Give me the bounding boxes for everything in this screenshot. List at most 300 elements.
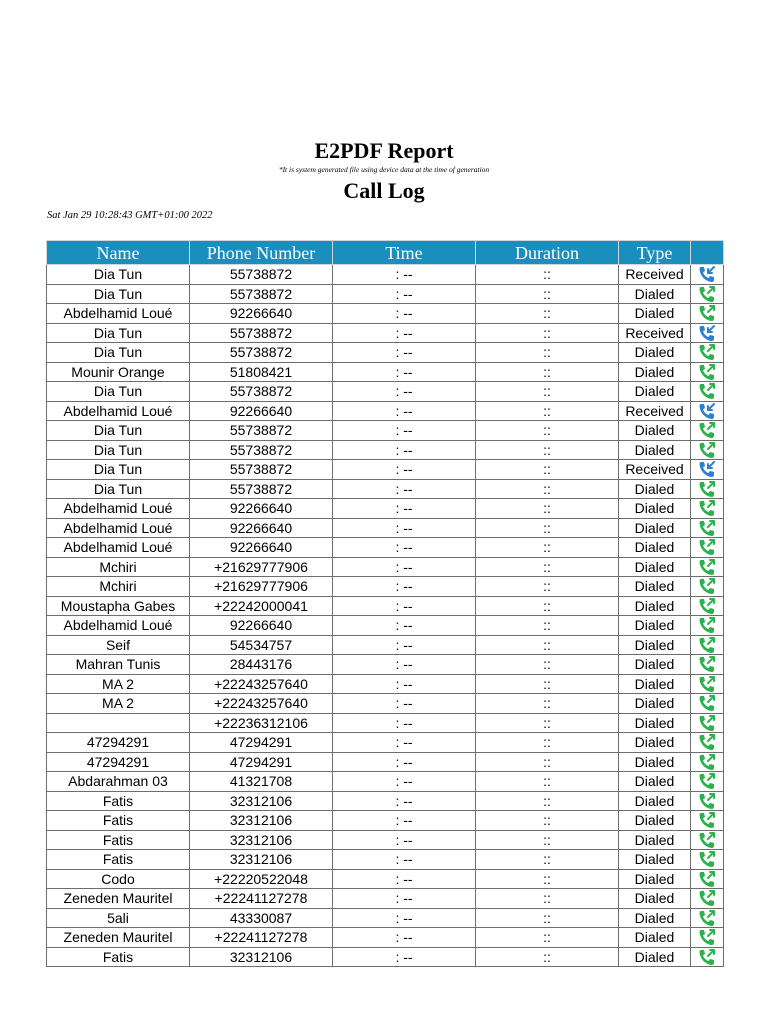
cell-name: Dia Tun — [47, 343, 190, 363]
report-subtitle: *It is system generated file using device data at the time of generation — [278, 165, 490, 174]
received-call-icon — [698, 402, 716, 420]
cell-phone-number: 55738872 — [190, 460, 333, 480]
cell-type-icon — [691, 499, 724, 519]
table-row — [47, 460, 724, 480]
cell-type: Received — [619, 265, 691, 285]
cell-duration: :: — [476, 674, 619, 694]
cell-phone-number: 32312106 — [190, 811, 333, 831]
cell-time: : -- — [333, 928, 476, 948]
cell-type: Dialed — [619, 889, 691, 909]
dialed-call-icon — [698, 343, 716, 361]
dialed-call-icon — [698, 889, 716, 907]
cell-name: Zeneden Mauritel — [47, 928, 190, 948]
dialed-call-icon — [698, 675, 716, 693]
table-row — [47, 323, 724, 343]
cell-type: Dialed — [619, 713, 691, 733]
dialed-call-icon — [698, 831, 716, 849]
cell-phone-number: 55738872 — [190, 265, 333, 285]
cell-type: Dialed — [619, 499, 691, 519]
cell-type: Dialed — [619, 421, 691, 441]
cell-phone-number: +22243257640 — [190, 694, 333, 714]
table-row — [47, 674, 724, 694]
cell-type: Received — [619, 460, 691, 480]
table-row — [47, 947, 724, 967]
cell-duration: :: — [476, 304, 619, 324]
cell-type: Dialed — [619, 635, 691, 655]
cell-duration: :: — [476, 694, 619, 714]
table-row — [47, 382, 724, 402]
cell-time: : -- — [333, 713, 476, 733]
cell-phone-number: 32312106 — [190, 791, 333, 811]
table-row — [47, 928, 724, 948]
dialed-call-icon — [698, 285, 716, 303]
cell-time: : -- — [333, 752, 476, 772]
cell-duration: :: — [476, 596, 619, 616]
cell-time: : -- — [333, 811, 476, 831]
cell-name: Fatis — [47, 947, 190, 967]
cell-time: : -- — [333, 499, 476, 519]
dialed-call-icon — [698, 480, 716, 498]
cell-type: Dialed — [619, 791, 691, 811]
cell-name: Dia Tun — [47, 382, 190, 402]
cell-type: Dialed — [619, 674, 691, 694]
cell-type: Dialed — [619, 518, 691, 538]
table-row — [47, 733, 724, 753]
cell-phone-number: 51808421 — [190, 362, 333, 382]
dialed-call-icon — [698, 577, 716, 595]
cell-time: : -- — [333, 635, 476, 655]
dialed-call-icon — [698, 636, 716, 654]
cell-phone-number: +21629777906 — [190, 557, 333, 577]
generation-timestamp: Sat Jan 29 10:28:43 GMT+01:00 2022 — [47, 210, 213, 221]
dialed-call-icon — [698, 909, 716, 927]
cell-type: Dialed — [619, 830, 691, 850]
table-row — [47, 577, 724, 597]
cell-type: Dialed — [619, 928, 691, 948]
cell-type-icon — [691, 323, 724, 343]
dialed-call-icon — [698, 363, 716, 381]
cell-phone-number: 32312106 — [190, 830, 333, 850]
cell-name: Mchiri — [47, 577, 190, 597]
cell-type: Dialed — [619, 616, 691, 636]
cell-duration: :: — [476, 889, 619, 909]
cell-duration: :: — [476, 635, 619, 655]
cell-type: Dialed — [619, 382, 691, 402]
table-row — [47, 811, 724, 831]
cell-name: 5ali — [47, 908, 190, 928]
cell-type: Dialed — [619, 479, 691, 499]
cell-phone-number: 55738872 — [190, 382, 333, 402]
table-row — [47, 908, 724, 928]
cell-name: 47294291 — [47, 733, 190, 753]
report-title: E2PDF Report — [314, 138, 454, 163]
cell-time: : -- — [333, 343, 476, 363]
cell-phone-number: 43330087 — [190, 908, 333, 928]
column-header-name: Name — [47, 241, 190, 265]
cell-name: MA 2 — [47, 694, 190, 714]
received-call-icon — [698, 324, 716, 342]
cell-time: : -- — [333, 382, 476, 402]
cell-type-icon — [691, 304, 724, 324]
cell-duration: :: — [476, 752, 619, 772]
table-row — [47, 791, 724, 811]
cell-phone-number: +21629777906 — [190, 577, 333, 597]
cell-time: : -- — [333, 596, 476, 616]
dialed-call-icon — [698, 519, 716, 537]
cell-type: Dialed — [619, 362, 691, 382]
column-header-phone-number: Phone Number — [190, 241, 333, 265]
cell-time: : -- — [333, 616, 476, 636]
dialed-call-icon — [698, 441, 716, 459]
cell-type: Dialed — [619, 538, 691, 558]
dialed-call-icon — [698, 928, 716, 946]
cell-time: : -- — [333, 772, 476, 792]
dialed-call-icon — [698, 616, 716, 634]
cell-type-icon — [691, 791, 724, 811]
cell-duration: :: — [476, 557, 619, 577]
cell-type-icon — [691, 752, 724, 772]
cell-type-icon — [691, 674, 724, 694]
cell-type-icon — [691, 479, 724, 499]
table-row — [47, 830, 724, 850]
table-row — [47, 557, 724, 577]
cell-name — [47, 713, 190, 733]
cell-duration: :: — [476, 421, 619, 441]
cell-time: : -- — [333, 830, 476, 850]
cell-time: : -- — [333, 479, 476, 499]
dialed-call-icon — [698, 499, 716, 517]
cell-name: Dia Tun — [47, 421, 190, 441]
cell-time: : -- — [333, 401, 476, 421]
table-row — [47, 538, 724, 558]
table-row — [47, 440, 724, 460]
cell-phone-number: +22241127278 — [190, 928, 333, 948]
cell-type-icon — [691, 596, 724, 616]
cell-phone-number: +22241127278 — [190, 889, 333, 909]
dialed-call-icon — [698, 597, 716, 615]
cell-type-icon — [691, 616, 724, 636]
table-row — [47, 616, 724, 636]
cell-name: Mchiri — [47, 557, 190, 577]
cell-name: Fatis — [47, 830, 190, 850]
table-row — [47, 713, 724, 733]
cell-phone-number: 55738872 — [190, 421, 333, 441]
column-header-type: Type — [619, 241, 691, 265]
cell-type-icon — [691, 362, 724, 382]
cell-type-icon — [691, 265, 724, 285]
cell-type-icon — [691, 401, 724, 421]
table-row — [47, 421, 724, 441]
cell-phone-number: 92266640 — [190, 304, 333, 324]
cell-type: Dialed — [619, 811, 691, 831]
cell-duration: :: — [476, 265, 619, 285]
table-row — [47, 635, 724, 655]
cell-duration: :: — [476, 343, 619, 363]
cell-name: Moustapha Gabes — [47, 596, 190, 616]
table-row — [47, 362, 724, 382]
table-row — [47, 284, 724, 304]
cell-type-icon — [691, 713, 724, 733]
dialed-call-icon — [698, 772, 716, 790]
column-header-icon — [691, 241, 724, 265]
cell-type-icon — [691, 811, 724, 831]
cell-duration: :: — [476, 440, 619, 460]
table-row — [47, 772, 724, 792]
cell-type: Dialed — [619, 850, 691, 870]
call-log-body — [47, 265, 724, 967]
cell-time: : -- — [333, 460, 476, 480]
cell-type: Dialed — [619, 343, 691, 363]
cell-name: Fatis — [47, 791, 190, 811]
cell-phone-number: 92266640 — [190, 616, 333, 636]
cell-duration: :: — [476, 908, 619, 928]
cell-type-icon — [691, 850, 724, 870]
dialed-call-icon — [698, 421, 716, 439]
cell-type-icon — [691, 947, 724, 967]
cell-duration: :: — [476, 733, 619, 753]
cell-phone-number: +22236312106 — [190, 713, 333, 733]
dialed-call-icon — [698, 792, 716, 810]
cell-duration: :: — [476, 947, 619, 967]
cell-name: Abdelhamid Loué — [47, 499, 190, 519]
cell-name: 47294291 — [47, 752, 190, 772]
cell-type-icon — [691, 869, 724, 889]
cell-duration: :: — [476, 928, 619, 948]
table-row — [47, 479, 724, 499]
cell-name: Dia Tun — [47, 460, 190, 480]
dialed-call-icon — [698, 714, 716, 732]
cell-phone-number: 92266640 — [190, 499, 333, 519]
cell-type-icon — [691, 284, 724, 304]
cell-duration: :: — [476, 284, 619, 304]
cell-phone-number: 41321708 — [190, 772, 333, 792]
table-row — [47, 304, 724, 324]
cell-phone-number: +22220522048 — [190, 869, 333, 889]
table-row — [47, 869, 724, 889]
cell-time: : -- — [333, 694, 476, 714]
cell-duration: :: — [476, 460, 619, 480]
cell-type-icon — [691, 460, 724, 480]
cell-time: : -- — [333, 421, 476, 441]
cell-name: Dia Tun — [47, 440, 190, 460]
cell-phone-number: 92266640 — [190, 538, 333, 558]
table-row — [47, 596, 724, 616]
cell-time: : -- — [333, 850, 476, 870]
cell-name: Fatis — [47, 811, 190, 831]
table-row — [47, 889, 724, 909]
dialed-call-icon — [698, 948, 716, 966]
cell-name: Abdelhamid Loué — [47, 616, 190, 636]
cell-phone-number: +22243257640 — [190, 674, 333, 694]
cell-duration: :: — [476, 830, 619, 850]
cell-name: Dia Tun — [47, 479, 190, 499]
cell-name: Abdelhamid Loué — [47, 304, 190, 324]
cell-duration: :: — [476, 538, 619, 558]
dialed-call-icon — [698, 870, 716, 888]
cell-type-icon — [691, 577, 724, 597]
cell-name: Abdelhamid Loué — [47, 538, 190, 558]
cell-phone-number: 32312106 — [190, 947, 333, 967]
dialed-call-icon — [698, 304, 716, 322]
cell-phone-number: +22242000041 — [190, 596, 333, 616]
cell-name: Dia Tun — [47, 323, 190, 343]
cell-duration: :: — [476, 382, 619, 402]
cell-phone-number: 28443176 — [190, 655, 333, 675]
cell-phone-number: 55738872 — [190, 323, 333, 343]
cell-time: : -- — [333, 284, 476, 304]
cell-phone-number: 55738872 — [190, 479, 333, 499]
cell-time: : -- — [333, 674, 476, 694]
cell-type-icon — [691, 343, 724, 363]
dialed-call-icon — [698, 850, 716, 868]
column-header-time: Time — [333, 241, 476, 265]
cell-phone-number: 47294291 — [190, 752, 333, 772]
cell-type-icon — [691, 382, 724, 402]
cell-type: Dialed — [619, 869, 691, 889]
cell-type: Dialed — [619, 908, 691, 928]
cell-type: Dialed — [619, 733, 691, 753]
cell-name: Seif — [47, 635, 190, 655]
cell-time: : -- — [333, 440, 476, 460]
cell-time: : -- — [333, 304, 476, 324]
table-row — [47, 518, 724, 538]
cell-phone-number: 54534757 — [190, 635, 333, 655]
cell-duration: :: — [476, 655, 619, 675]
received-call-icon — [698, 265, 716, 283]
cell-type: Dialed — [619, 596, 691, 616]
cell-duration: :: — [476, 791, 619, 811]
received-call-icon — [698, 460, 716, 478]
cell-time: : -- — [333, 577, 476, 597]
cell-type-icon — [691, 518, 724, 538]
cell-time: : -- — [333, 538, 476, 558]
column-header-duration: Duration — [476, 241, 619, 265]
cell-type-icon — [691, 440, 724, 460]
cell-duration: :: — [476, 499, 619, 519]
cell-name: MA 2 — [47, 674, 190, 694]
cell-duration: :: — [476, 772, 619, 792]
cell-time: : -- — [333, 265, 476, 285]
cell-type: Received — [619, 401, 691, 421]
table-row — [47, 343, 724, 363]
cell-time: : -- — [333, 791, 476, 811]
cell-duration: :: — [476, 518, 619, 538]
cell-name: Dia Tun — [47, 284, 190, 304]
cell-time: : -- — [333, 908, 476, 928]
dialed-call-icon — [698, 558, 716, 576]
cell-phone-number: 92266640 — [190, 518, 333, 538]
cell-type: Dialed — [619, 557, 691, 577]
cell-name: Dia Tun — [47, 265, 190, 285]
cell-duration: :: — [476, 479, 619, 499]
cell-name: Zeneden Mauritel — [47, 889, 190, 909]
cell-duration: :: — [476, 811, 619, 831]
cell-name: Mounir Orange — [47, 362, 190, 382]
cell-time: : -- — [333, 323, 476, 343]
cell-type: Received — [619, 323, 691, 343]
dialed-call-icon — [698, 538, 716, 556]
cell-phone-number: 47294291 — [190, 733, 333, 753]
cell-duration: :: — [476, 577, 619, 597]
cell-phone-number: 32312106 — [190, 850, 333, 870]
cell-type: Dialed — [619, 655, 691, 675]
dialed-call-icon — [698, 811, 716, 829]
cell-name: Abdelhamid Loué — [47, 518, 190, 538]
cell-duration: :: — [476, 869, 619, 889]
cell-type: Dialed — [619, 694, 691, 714]
cell-phone-number: 92266640 — [190, 401, 333, 421]
cell-type-icon — [691, 928, 724, 948]
cell-phone-number: 55738872 — [190, 343, 333, 363]
call-log-table — [46, 240, 724, 967]
cell-time: : -- — [333, 889, 476, 909]
cell-type: Dialed — [619, 752, 691, 772]
dialed-call-icon — [698, 753, 716, 771]
cell-type-icon — [691, 908, 724, 928]
cell-type-icon — [691, 655, 724, 675]
dialed-call-icon — [698, 733, 716, 751]
cell-name: Abdarahman 03 — [47, 772, 190, 792]
cell-type-icon — [691, 635, 724, 655]
cell-type: Dialed — [619, 304, 691, 324]
cell-type-icon — [691, 557, 724, 577]
table-row — [47, 752, 724, 772]
dialed-call-icon — [698, 382, 716, 400]
cell-time: : -- — [333, 362, 476, 382]
cell-phone-number: 55738872 — [190, 284, 333, 304]
cell-duration: :: — [476, 362, 619, 382]
cell-duration: :: — [476, 401, 619, 421]
cell-time: : -- — [333, 655, 476, 675]
cell-type-icon — [691, 772, 724, 792]
cell-type-icon — [691, 733, 724, 753]
cell-type: Dialed — [619, 772, 691, 792]
cell-type: Dialed — [619, 577, 691, 597]
table-row — [47, 499, 724, 519]
cell-duration: :: — [476, 713, 619, 733]
cell-phone-number: 55738872 — [190, 440, 333, 460]
cell-time: : -- — [333, 557, 476, 577]
cell-type-icon — [691, 538, 724, 558]
cell-duration: :: — [476, 850, 619, 870]
table-row — [47, 655, 724, 675]
cell-type: Dialed — [619, 947, 691, 967]
section-title: Call Log — [343, 178, 425, 203]
cell-name: Codo — [47, 869, 190, 889]
cell-type: Dialed — [619, 284, 691, 304]
table-row — [47, 694, 724, 714]
cell-type-icon — [691, 889, 724, 909]
cell-type-icon — [691, 694, 724, 714]
cell-name: Fatis — [47, 850, 190, 870]
dialed-call-icon — [698, 655, 716, 673]
cell-type-icon — [691, 830, 724, 850]
cell-name: Mahran Tunis — [47, 655, 190, 675]
cell-time: : -- — [333, 518, 476, 538]
table-row — [47, 401, 724, 421]
cell-type-icon — [691, 421, 724, 441]
cell-duration: :: — [476, 616, 619, 636]
table-row — [47, 265, 724, 285]
cell-time: : -- — [333, 947, 476, 967]
cell-name: Abdelhamid Loué — [47, 401, 190, 421]
table-header-row — [47, 241, 724, 265]
cell-time: : -- — [333, 733, 476, 753]
table-row — [47, 850, 724, 870]
cell-time: : -- — [333, 869, 476, 889]
cell-duration: :: — [476, 323, 619, 343]
dialed-call-icon — [698, 694, 716, 712]
